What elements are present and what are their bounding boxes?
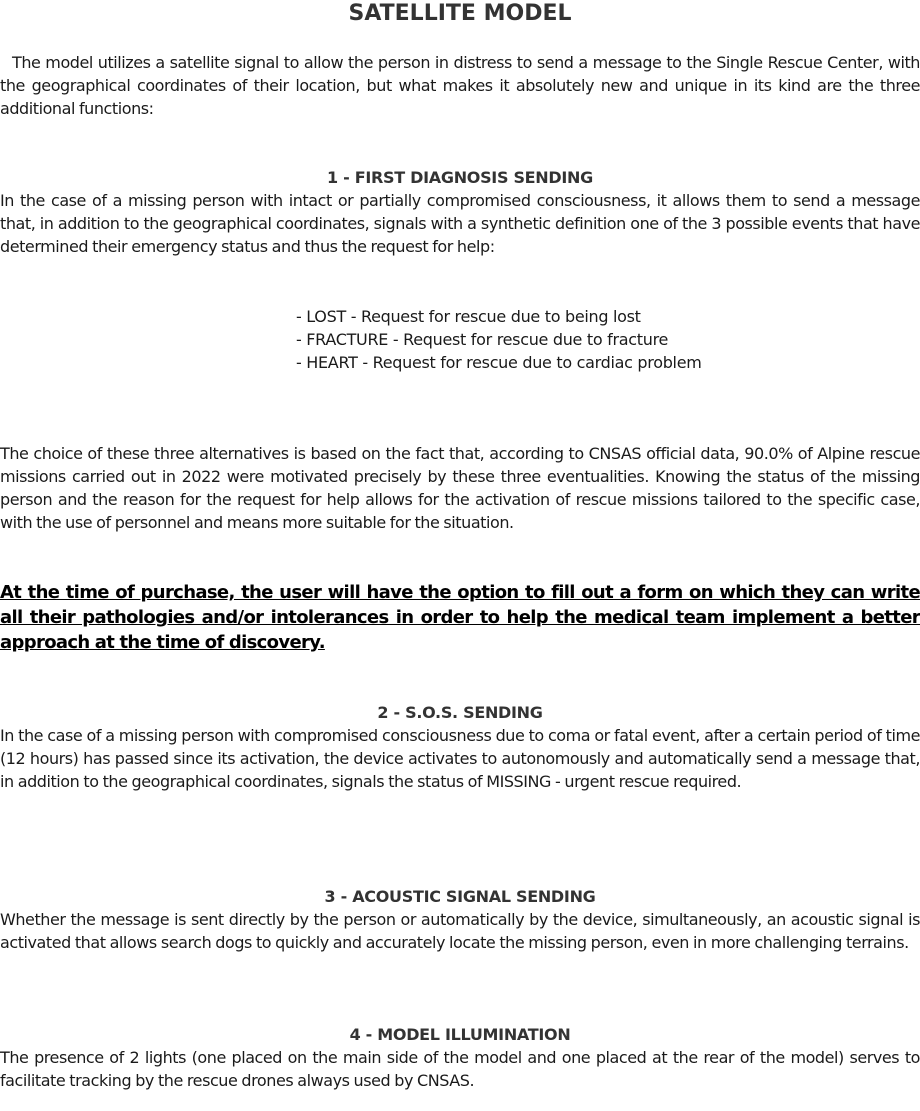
section-1-followup: The choice of these three alternatives is based on the fact that, according to CNSAS official data, 90.0% of Alpine rescue missions carried out in 2022 were motivated precisely by these three eventualities. Knowing the status of the missing person and the reason for the request for help allows for the activation of rescue missions tailored to the specific case, with the use of personnel and means more suitable for the situation. <box>0 444 920 532</box>
section-4-body: The presence of 2 lights (one placed on the main side of the model and one placed at the rear of the model) serves to facilitate tracking by the rescue drones always used by CNSAS. <box>0 1048 920 1090</box>
list-item-fracture: - FRACTURE - Request for rescue due to fracture <box>296 330 669 349</box>
section-2-body: In the case of a missing person with compromised consciousness due to coma or fatal event, after a certain period of time (12 hours) has passed since its activation, the device activates to autonomously and automatically send a message that, in addition to the geographical coordinates, signals the status of MISSING - urgent rescue required. <box>0 726 920 791</box>
event-list <box>296 305 896 374</box>
purchase-form-note: At the time of purchase, the user will have the option to fill out a form on which they can write all their pathologies and/or intolerances in order to help the medical team implement a better approach at the time of discovery. <box>0 582 920 653</box>
section-3-body: Whether the message is sent directly by the person or automatically by the device, simultaneously, an acoustic signal is activated that allows search dogs to quickly and accurately locate the missing person, even in more challenging terrains. <box>0 910 920 952</box>
section-1-heading: 1 - FIRST DIAGNOSIS SENDING <box>327 168 593 187</box>
page-title: SATELLITE MODEL <box>348 1 572 26</box>
section-3-heading: 3 - ACOUSTIC SIGNAL SENDING <box>324 887 596 906</box>
section-1-body: In the case of a missing person with intact or partially compromised consciousness, it allows them to send a message that, in addition to the geographical coordinates, signals with a synthetic definition one of the 3 possible events that have determined their emergency status and thus the request for help: <box>0 191 920 256</box>
section-4-heading: 4 - MODEL ILLUMINATION <box>349 1025 571 1044</box>
section-2-heading: 2 - S.O.S. SENDING <box>377 703 543 722</box>
list-item-heart: - HEART - Request for rescue due to cardiac problem <box>296 353 702 372</box>
list-item-lost: - LOST - Request for rescue due to being lost <box>296 307 641 326</box>
intro-paragraph: The model utilizes a satellite signal to allow the person in distress to send a message to the Single Rescue Center, with the geographical coordinates of their location, but what makes it absolutely new and unique in its kind are the three additional functions: <box>0 53 920 118</box>
